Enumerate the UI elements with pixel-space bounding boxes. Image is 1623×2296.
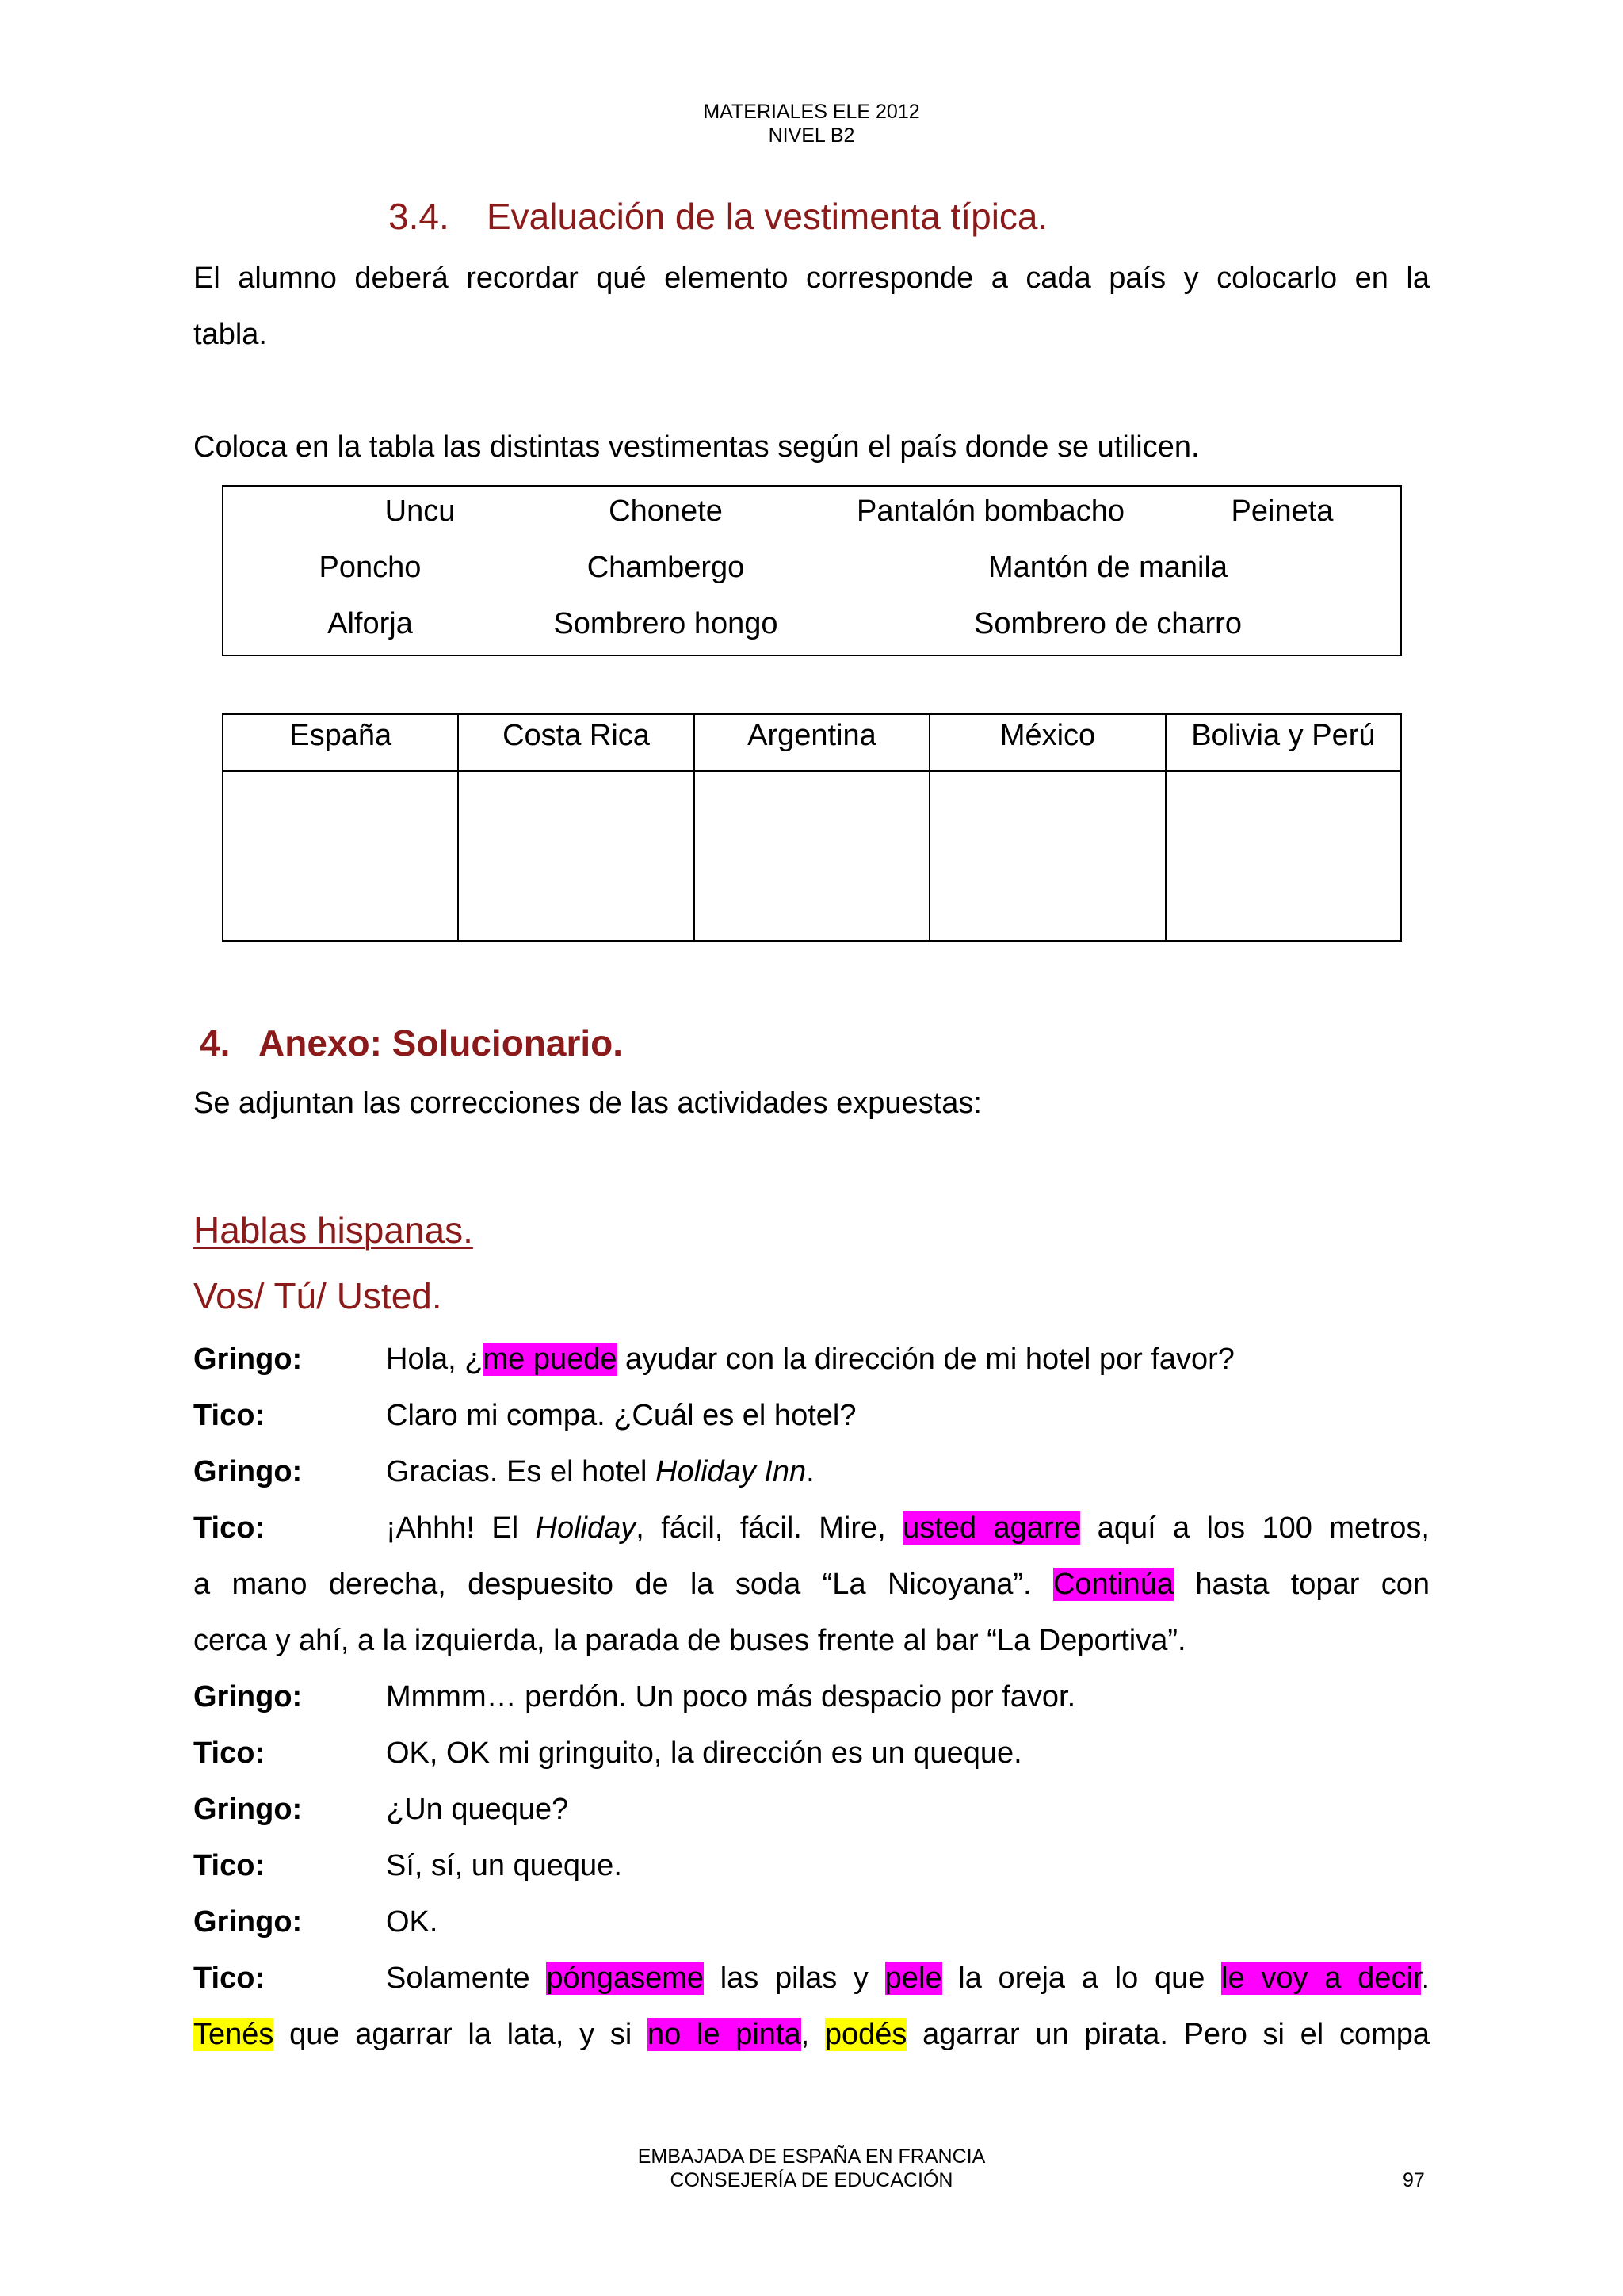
speaker-label: Gringo: xyxy=(193,1680,303,1713)
highlighted-text-yellow: podés xyxy=(824,2018,907,2051)
dialogue-text: ayudar con la dirección de mi hotel por favor? xyxy=(617,1343,1235,1376)
highlighted-text: le voy a decir xyxy=(1221,1962,1422,1995)
dialogue-text: Solamente xyxy=(386,1962,547,1995)
subtitle-hablas-hispanas: Hablas hispanas. xyxy=(193,1209,473,1251)
country-header: Argentina xyxy=(694,714,930,771)
section-3-4-instruction: Coloca en la tabla las distintas vestimentas según el país donde se utilicen. xyxy=(193,430,1200,464)
dialogue-text: ¡Ahhh! El xyxy=(386,1511,536,1545)
word-bank-item: Mantón de manila xyxy=(987,551,1228,584)
country-header: España xyxy=(223,714,458,771)
country-header: Costa Rica xyxy=(458,714,693,771)
answer-cell[interactable] xyxy=(223,771,458,941)
dialogue-text: Mmmm… perdón. Un poco más despacio por favor. xyxy=(386,1680,1076,1713)
section-4-number: 4. xyxy=(200,1022,231,1064)
page-footer xyxy=(0,2145,1623,2192)
dialogue-italic: Holiday Inn xyxy=(655,1455,807,1488)
dialogue-line xyxy=(193,2007,1430,2063)
dialogue-line xyxy=(193,1557,1430,1613)
dialogue-text: Gracias. Es el hotel xyxy=(386,1455,656,1488)
highlighted-text-yellow: Tenés xyxy=(193,2018,274,2051)
dialogue-text: hasta topar con xyxy=(1174,1568,1430,1601)
dialogue-line xyxy=(193,1444,1430,1500)
dialogue-text: la oreja a lo que xyxy=(941,1962,1222,1995)
dialogue-text: las pilas y xyxy=(704,1962,885,1995)
dialogue-line xyxy=(193,1613,1430,1669)
speaker-label: Gringo: xyxy=(193,1455,303,1488)
subtitle-vos-tu-usted: Vos/ Tú/ Usted. xyxy=(193,1275,442,1316)
word-bank-item: Peineta xyxy=(1231,495,1334,528)
speaker-label: Tico: xyxy=(193,1736,265,1770)
highlighted-text: usted agarre xyxy=(903,1511,1081,1545)
answer-cell[interactable] xyxy=(1166,771,1401,941)
dialogue-text: agarrar un pirata. Pero si el compa xyxy=(907,2018,1430,2051)
word-bank-item: Sombrero hongo xyxy=(553,607,778,640)
word-bank-box xyxy=(222,485,1402,656)
dialogue-text: que agarrar la lata, y si xyxy=(273,2018,647,2051)
word-bank-item: Pantalón bombacho xyxy=(856,495,1125,528)
dialogue-text: Sí, sí, un queque. xyxy=(386,1849,622,1882)
dialogue-line xyxy=(193,1838,1430,1894)
section-4-intro: Se adjuntan las correcciones de las actividades expuestas: xyxy=(193,1087,982,1120)
section-4-heading xyxy=(200,1021,623,1065)
speaker-label: Tico: xyxy=(193,1962,265,1995)
dialogue-text: cerca y ahí, a la izquierda, la parada de buses frente al bar “La Deportiva”. xyxy=(193,1624,1186,1657)
footer-line-2: CONSEJERÍA DE EDUCACIÓN xyxy=(670,2169,953,2191)
page-header xyxy=(0,100,1623,147)
page-number: 97 xyxy=(1403,2169,1425,2191)
dialogue-text: Hola, ¿ xyxy=(386,1343,483,1376)
dialogue-line xyxy=(193,1725,1430,1782)
country-header: México xyxy=(930,714,1165,771)
word-bank-item: Sombrero de charro xyxy=(974,607,1242,640)
dialogue-text: , fácil, fácil. Mire, xyxy=(636,1511,903,1545)
section-4-title: Anexo: Solucionario. xyxy=(258,1022,624,1064)
answer-cell[interactable] xyxy=(930,771,1165,941)
highlighted-text: pele xyxy=(884,1962,942,1995)
answer-cell[interactable] xyxy=(458,771,693,941)
word-bank-item: Uncu xyxy=(384,495,456,528)
word-bank-item: Chonete xyxy=(609,495,723,528)
dialogue-text: aquí a los 100 metros, xyxy=(1080,1511,1430,1545)
dialogue-line xyxy=(193,1331,1430,1388)
header-line-1: MATERIALES ELE 2012 xyxy=(703,101,920,123)
section-3-4-number: 3.4. xyxy=(388,196,449,237)
word-bank-item: Poncho xyxy=(319,551,422,584)
dialogue-line xyxy=(193,1669,1430,1725)
dialogue-line xyxy=(193,1500,1430,1557)
country-header: Bolivia y Perú xyxy=(1166,714,1401,771)
dialogue-text: a mano derecha, despuesito de la soda “La Nicoyana”. xyxy=(193,1568,1053,1601)
dialogue-line xyxy=(193,1782,1430,1838)
dialogue-text: . xyxy=(806,1455,815,1488)
countries-answer-row xyxy=(223,771,1401,941)
highlighted-text: no le pinta xyxy=(647,2018,801,2051)
highlighted-text: me puede xyxy=(483,1343,617,1376)
word-bank-item: Chambergo xyxy=(586,551,745,584)
word-bank-item: Alforja xyxy=(327,607,413,640)
speaker-label: Gringo: xyxy=(193,1905,303,1939)
speaker-label: Tico: xyxy=(193,1849,265,1882)
dialogue-text: OK. xyxy=(386,1905,438,1939)
section-3-4-heading xyxy=(388,194,1048,239)
dialogue-text: . xyxy=(1421,1962,1430,1995)
section-3-4-title: Evaluación de la vestimenta típica. xyxy=(487,196,1048,237)
dialogue-line xyxy=(193,1388,1430,1444)
speaker-label: Gringo: xyxy=(193,1343,303,1376)
dialogue-text: OK, OK mi gringuito, la dirección es un queque. xyxy=(386,1736,1022,1770)
speaker-label: Tico: xyxy=(193,1399,265,1432)
dialogue-italic: Holiday xyxy=(535,1511,636,1545)
dialogue-text: Claro mi compa. ¿Cuál es el hotel? xyxy=(386,1399,857,1432)
dialogue-line xyxy=(193,1950,1430,2007)
speaker-label: Tico: xyxy=(193,1511,265,1545)
highlighted-text: póngaseme xyxy=(546,1962,704,1995)
footer-line-1: EMBAJADA DE ESPAÑA EN FRANCIA xyxy=(637,2145,986,2168)
section-3-4-intro-line-1: El alumno deberá recordar qué elemento corresponde a cada país y colocarlo en la xyxy=(193,262,1430,295)
header-line-2: NIVEL B2 xyxy=(768,124,855,147)
highlighted-text: Continúa xyxy=(1052,1568,1174,1601)
dialogue-line xyxy=(193,1894,1430,1950)
countries-table xyxy=(222,713,1402,942)
section-3-4-intro-line-2: tabla. xyxy=(193,318,267,351)
dialogue-text: , xyxy=(800,2018,825,2051)
dialogue-text: ¿Un queque? xyxy=(386,1793,569,1826)
answer-cell[interactable] xyxy=(694,771,930,941)
speaker-label: Gringo: xyxy=(193,1793,303,1826)
countries-header-row xyxy=(223,714,1401,771)
